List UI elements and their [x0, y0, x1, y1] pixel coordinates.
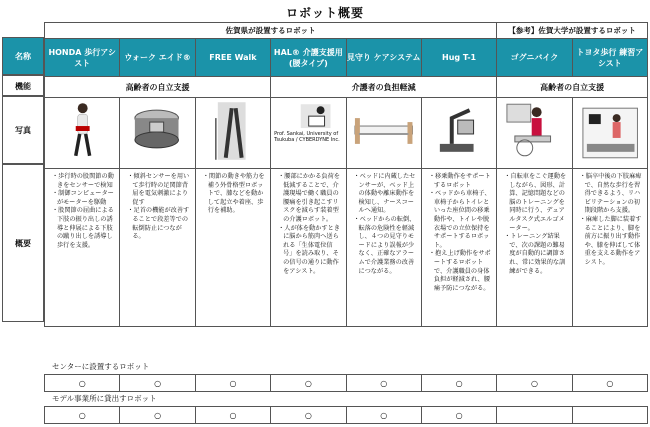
description-item: ・麻痺した脚に装着することにより、脚を前方に振り出す動作や、膝を伸ばして体重を支える動作をアシスト。	[579, 215, 642, 266]
description-item: ・股関節の屈曲による下肢の振り出しの誘導と伸展による下肢の蹴り出しを誘導し歩行を支援。	[52, 207, 114, 249]
page-title: ロボット概要	[285, 6, 364, 20]
robot-photo	[271, 98, 346, 169]
availability-mark: ○	[45, 407, 120, 424]
availability-mark: ○	[346, 407, 421, 424]
care-bed-image	[347, 98, 421, 164]
side-label-name: 名称	[2, 37, 44, 75]
robot-photo	[45, 98, 120, 169]
robot-name: FREE Walk	[195, 39, 270, 77]
model-office-robots-row	[44, 406, 648, 424]
availability-mark: ○	[421, 407, 496, 424]
center-robots-row	[44, 374, 648, 392]
description-item: ・ベッドから車椅子、車椅子からトイレといった座位間の移乗動作や、トイレや脱衣場での立位保持をサポートするロボット。	[428, 190, 491, 249]
description-item: ・脳卒中後の下肢麻痺で、自然な歩行を習得できるよう、リハビリテーションの初期段階から支援。	[579, 173, 642, 215]
function-label: 高齢者の自立支援	[497, 77, 648, 98]
transfer-robot-image	[422, 98, 496, 164]
availability-mark: ○	[346, 375, 421, 392]
robot-name: 見守り ケアシステム	[346, 39, 421, 77]
description-item: ・自転車をこぐ運動をしながら、図形、計算、記憶問題などの脳のトレーニングを同時に行う、デュアルタスク式エルゴメーター。	[504, 173, 567, 232]
robot-description	[195, 169, 270, 327]
description-item: ・トレーニング結果で、次の課題の難易度が自動的に調節され、常に効果的な訓練ができる。	[504, 233, 566, 275]
side-label-function: 機能	[2, 75, 44, 96]
robot-photo	[497, 98, 572, 169]
walking-person-image	[45, 98, 119, 164]
robot-name: HONDA 歩行アシスト	[45, 39, 120, 77]
robot-photo	[572, 98, 647, 169]
exoskeleton-image	[196, 98, 270, 164]
availability-mark: ○	[195, 407, 270, 424]
exercise-bike-image	[497, 98, 571, 164]
robot-photo	[120, 98, 195, 169]
description-item: ・傾斜センサーを用いて歩行時の足関節背屈を電気刺激により促す	[127, 173, 190, 206]
group-saga-university: 【参考】佐賀大学が設置するロボット	[497, 23, 648, 39]
availability-mark	[497, 407, 572, 424]
availability-mark: ○	[195, 375, 270, 392]
robot-table	[44, 22, 648, 327]
availability-mark: ○	[421, 375, 496, 392]
robot-name: ゴグニバイク	[497, 39, 572, 77]
robot-name: HAL® 介護支援用 (腰タイプ)	[271, 39, 346, 77]
description-item: ・ベッドに内蔵したセンサーが、ベッド上の体動や離床動作を検知し、ナースコールへ通知。	[353, 173, 416, 215]
robot-description	[346, 169, 421, 327]
center-robots-label: センターに設置するロボット	[52, 362, 150, 371]
availability-mark	[572, 407, 647, 424]
side-label-overview: 概要	[2, 164, 44, 322]
description-item: ・制御コンピューターがモーターを駆動	[52, 190, 114, 206]
photo-credit: Prof. Sankai, University of Tsukuba / CYBERDYNE Inc.	[274, 131, 340, 143]
group-saga-prefecture: 佐賀県が設置するロボット	[45, 23, 497, 39]
description-item: ・関節の動きや筋力を補う外骨格型ロボットで、膝などを動かして起立や着座、歩行を補助。	[202, 173, 265, 215]
description-item: ・抱え上げ動作をサポートするロボットで、介護職員の身体負担が軽減され、腰痛予防につながる。	[428, 250, 491, 292]
robot-description	[120, 169, 195, 327]
side-label-photo: 写真	[2, 96, 44, 164]
description-item: ・ベッドからの転倒、転落の危険性を軽減し、４つの見守りモードにより誤報が少なく、正確なアラームで介護業務の改善につながる。	[353, 215, 416, 275]
availability-mark: ○	[120, 375, 195, 392]
availability-mark: ○	[271, 375, 346, 392]
robot-description	[572, 169, 647, 327]
model-office-robots-label: モデル事業所に貸出すロボット	[52, 394, 157, 403]
description-item: ・移乗動作をサポートするロボット	[428, 173, 491, 189]
robot-name: Hug T-1	[421, 39, 496, 77]
robot-name: ウォーク エイド®	[120, 39, 195, 77]
robot-description	[497, 169, 572, 327]
robot-photo	[195, 98, 270, 169]
availability-mark: ○	[572, 375, 647, 392]
robot-description	[45, 169, 120, 327]
robot-description	[421, 169, 496, 327]
description-item: ・腰部にかかる負荷を低減することで、介護現場で働く職員の腰痛を引き起こすリスクを減らす装着型の介護ロボット。	[278, 173, 340, 223]
availability-mark: ○	[271, 407, 346, 424]
description-item: ・人が体を動かすときに脳から筋肉へ送られる「生体電位信号」を読み取り、その信号の通りに動作をアシスト。	[278, 224, 340, 275]
description-item: ・足首の機能が改善することで段差等での転倒防止につながる。	[127, 207, 190, 241]
availability-mark: ○	[120, 407, 195, 424]
robot-photo	[346, 98, 421, 169]
function-label: 介護者の負担軽減	[271, 77, 497, 98]
description-item: ・歩行時の股関節の動きをセンサーで検知	[52, 173, 114, 189]
robot-name: トヨタ歩行 練習アシスト	[572, 39, 647, 77]
robot-description	[271, 169, 346, 327]
function-label: 高齢者の自立支援	[45, 77, 271, 98]
availability-mark: ○	[497, 375, 572, 392]
robot-photo	[421, 98, 496, 169]
leg-band-device-image	[120, 98, 194, 164]
walking-trainer-image	[573, 98, 647, 164]
availability-mark: ○	[45, 375, 120, 392]
